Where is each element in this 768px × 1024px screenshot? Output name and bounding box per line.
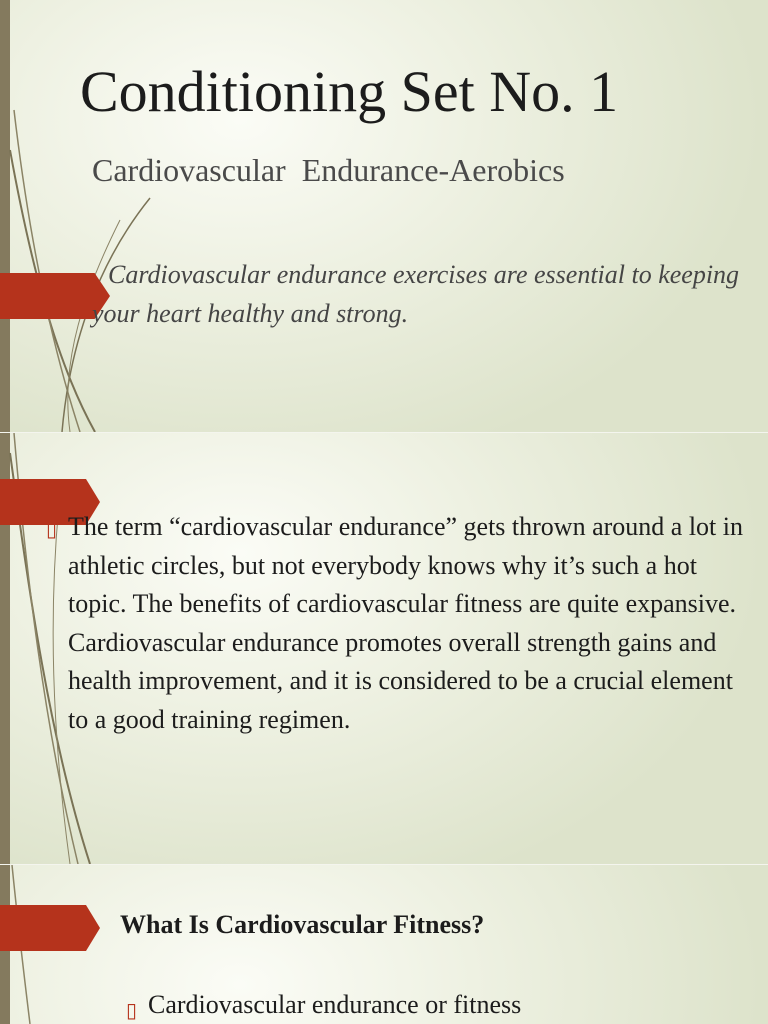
hollow-square-bullet-icon: ▯ bbox=[126, 998, 138, 1022]
hollow-square-bullet-icon: ▯ bbox=[46, 517, 58, 541]
slide-subtitle: Cardiovascular Endurance-Aerobics bbox=[92, 152, 565, 188]
slide-1 bbox=[0, 0, 768, 432]
body-paragraph: The term “cardiovascular endurance” gets thrown around a lot in athletic circles, but not everybody knows why it’s such a hot topic. The benefits of cardiovascular fitness are quite expansive. Cardiovascular endurance promotes overall strength gains and health improvement, and it is considered to be a crucial element to a good training regimen. bbox=[68, 512, 743, 734]
section-bullet-item: Cardiovascular endurance or fitness bbox=[148, 990, 522, 1019]
section-heading: What Is Cardiovascular Fitness? bbox=[120, 910, 485, 939]
intro-text: Cardiovascular endurance exercises are essential to keeping your heart healthy and strong. bbox=[92, 260, 740, 328]
red-arrow-tab-icon bbox=[0, 905, 100, 951]
slide-title: Conditioning Set No. 1 bbox=[80, 59, 619, 124]
